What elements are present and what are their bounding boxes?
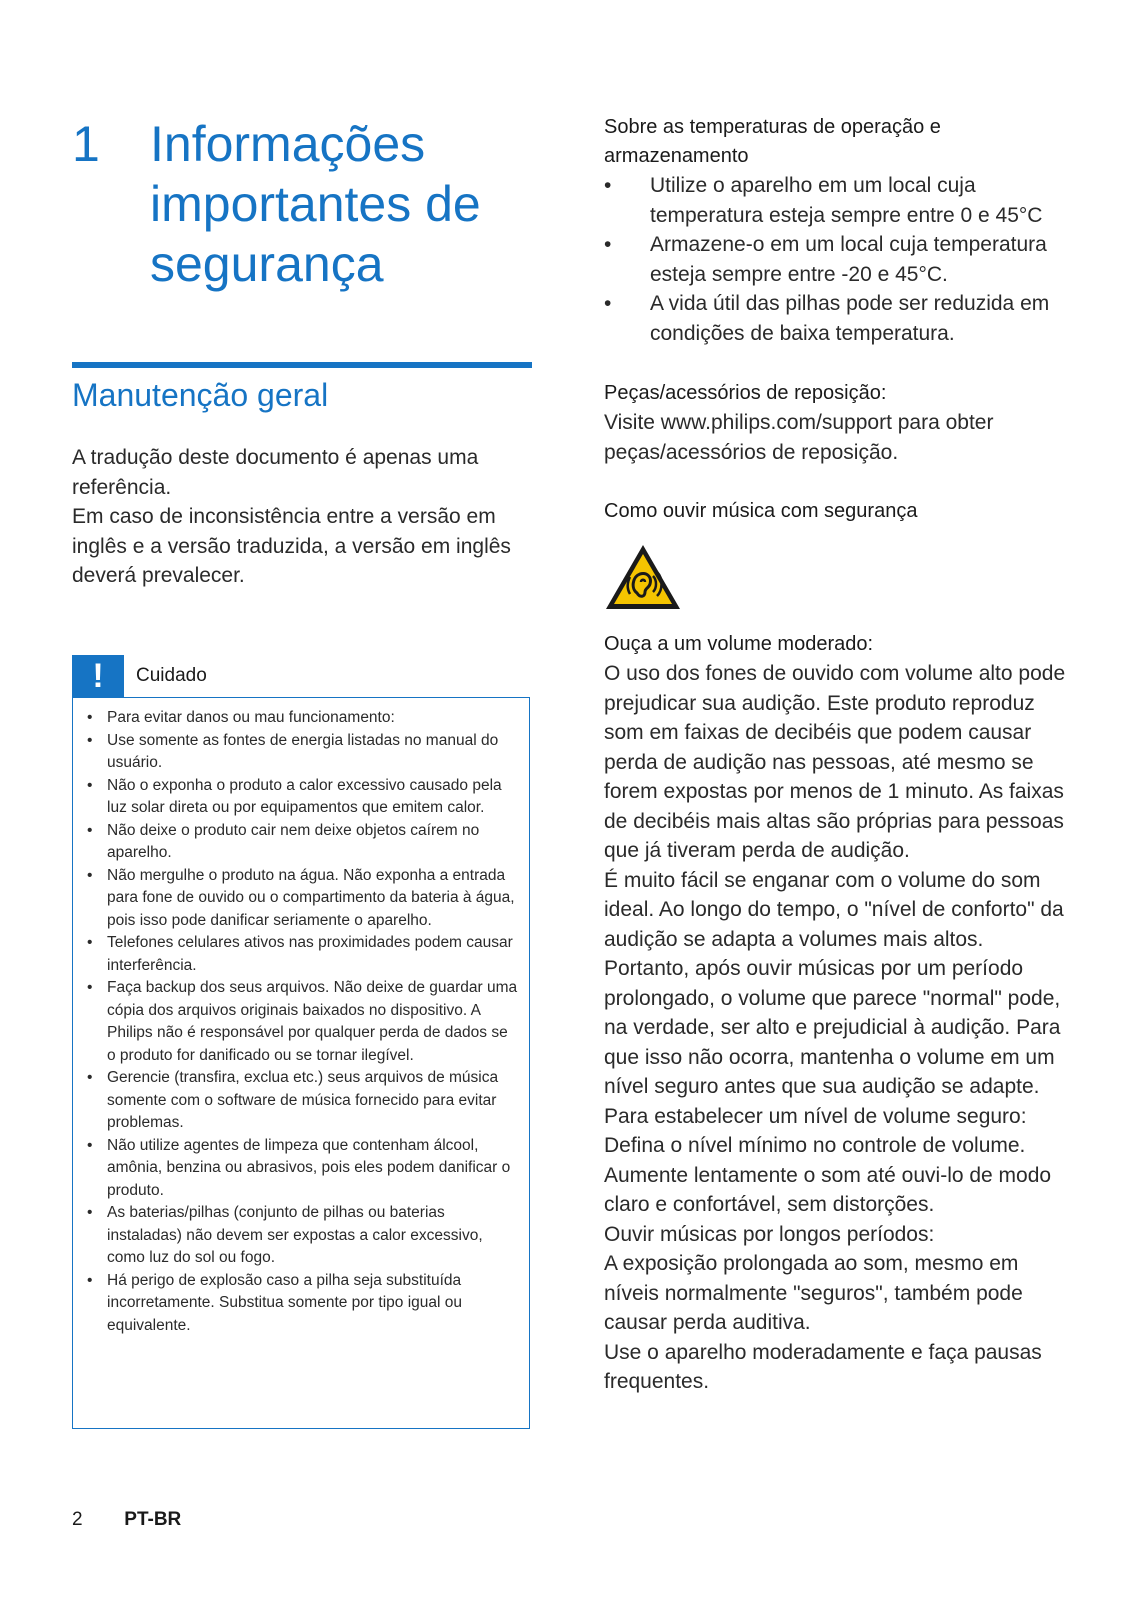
caution-label: Cuidado bbox=[136, 665, 207, 686]
volume-paragraph: Aumente lentamente o som até ouvi-lo de modo claro e confortável, sem distorções. bbox=[604, 1163, 1052, 1216]
caution-item: • Use somente as fontes de energia listadas no manual do usuário. bbox=[107, 730, 519, 775]
page-footer bbox=[72, 1508, 181, 1532]
hearing-warning-icon bbox=[604, 543, 682, 611]
caution-item: • Não mergulhe o produto na água. Não exponha a entrada para fone de ouvido ou o compartimento da bateria à água, pois isso pode danificar seriamente o aparelho. bbox=[107, 865, 519, 933]
page-number: 2 bbox=[72, 1509, 83, 1530]
caution-item: • Há perigo de explosão caso a pilha seja substituída incorretamente. Substitua somente por tipo igual ou equivalente. bbox=[107, 1270, 519, 1338]
volume-paragraph: Defina o nível mínimo no controle de volume. bbox=[604, 1134, 1026, 1157]
intro-paragraph: Em caso de inconsistência entre a versão em inglês e a versão traduzida, a versão em inglês deverá prevalecer. bbox=[72, 505, 511, 587]
caution-item: • Não deixe o produto cair nem deixe objetos caírem no aparelho. bbox=[107, 820, 519, 865]
intro-paragraph: A tradução deste documento é apenas uma referência. bbox=[72, 446, 479, 499]
chapter-heading bbox=[72, 114, 532, 294]
section-title: Manutenção geral bbox=[72, 377, 329, 413]
caution-item: • As baterias/pilhas (conjunto de pilhas ou baterias instaladas) não devem ser expostas a calor excessivo, como luz do sol ou fogo. bbox=[107, 1202, 519, 1270]
caution-header bbox=[72, 655, 532, 697]
caution-box bbox=[72, 697, 530, 1429]
caution-item: • Para evitar danos ou mau funcionamento: bbox=[107, 707, 519, 730]
volume-paragraph: O uso dos fones de ouvido com volume alto pode prejudicar sua audição. Este produto reproduz som em faixas de decibéis que podem causar perda de audição nas pessoas, até mesmo se forem expostas por menos de 1 minuto. As faixas de decibéis mais altas são próprias para pessoas que já tiveram perda de audição. bbox=[604, 662, 1066, 862]
volume-heading: Ouça a um volume moderado: bbox=[604, 633, 874, 655]
volume-paragraph: Ouvir músicas por longos períodos: bbox=[604, 1222, 935, 1246]
intro-text bbox=[72, 443, 532, 591]
volume-section bbox=[604, 630, 1066, 1397]
listening-heading: Como ouvir música com segurança bbox=[604, 500, 918, 522]
parts-section bbox=[604, 379, 1066, 467]
temperatures-item: • Armazene-o em um local cuja temperatura esteja sempre entre -20 e 45°C. bbox=[650, 230, 1066, 289]
volume-paragraph: Use o aparelho moderadamente e faça pausas frequentes. bbox=[604, 1340, 1042, 1393]
parts-heading: Peças/acessórios de reposição: bbox=[604, 382, 887, 404]
caution-item: • Gerencie (transfira, exclua etc.) seus arquivos de música somente com o software de música fornecido para evitar problemas. bbox=[107, 1067, 519, 1135]
caution-item: • Faça backup dos seus arquivos. Não deixe de guardar uma cópia dos arquivos originais baixados no dispositivo. A Philips não é responsável por qualquer perda de dados se o produto for danificado ou se tornar ilegível. bbox=[107, 977, 519, 1067]
language-code: PT-BR bbox=[124, 1509, 182, 1530]
chapter-number: 1 bbox=[72, 115, 100, 172]
caution-item: • Telefones celulares ativos nas proximidades podem causar interferência. bbox=[107, 932, 519, 977]
volume-paragraph: É muito fácil se enganar com o volume do som ideal. Ao longo do tempo, o "nível de conforto" da audição se adapta a volumes mais altos. Portanto, após ouvir músicas por um período prolongado, o volume que parece "normal" pode, na verdade, ser alto e prejudicial à audição. Para que isso não ocorra, mantenha o volume em um nível seguro antes que sua audição se adapte. bbox=[604, 868, 1064, 1098]
temperatures-item: • Utilize o aparelho em um local cuja temperatura esteja sempre entre 0 e 45°C bbox=[650, 171, 1066, 230]
temperatures-heading: Sobre as temperaturas de operação e armazenamento bbox=[604, 116, 941, 167]
listening-section bbox=[604, 497, 1066, 526]
volume-paragraph: A exposição prolongada ao som, mesmo em níveis normalmente "seguros", também pode causar perda auditiva. bbox=[604, 1252, 1023, 1334]
caution-item: • Não utilize agentes de limpeza que contenham álcool, amônia, benzina ou abrasivos, pois eles podem danificar o produto. bbox=[107, 1135, 519, 1203]
caution-item: • Não o exponha o produto a calor excessivo causado pela luz solar direta ou por equipamentos que emitem calor. bbox=[107, 775, 519, 820]
temperatures-section bbox=[604, 113, 1066, 348]
parts-text: Visite www.philips.com/support para obter peças/acessórios de reposição. bbox=[604, 411, 994, 464]
caution-list bbox=[73, 698, 529, 1337]
chapter-title: Informações importantes de segurança bbox=[150, 115, 481, 292]
exclamation-icon: ! bbox=[72, 655, 124, 697]
temperatures-item: • A vida útil das pilhas pode ser reduzida em condições de baixa temperatura. bbox=[650, 289, 1066, 348]
volume-paragraph: Para estabelecer um nível de volume seguro: bbox=[604, 1104, 1027, 1128]
temperatures-list bbox=[604, 171, 1066, 348]
section-rule bbox=[72, 362, 532, 368]
